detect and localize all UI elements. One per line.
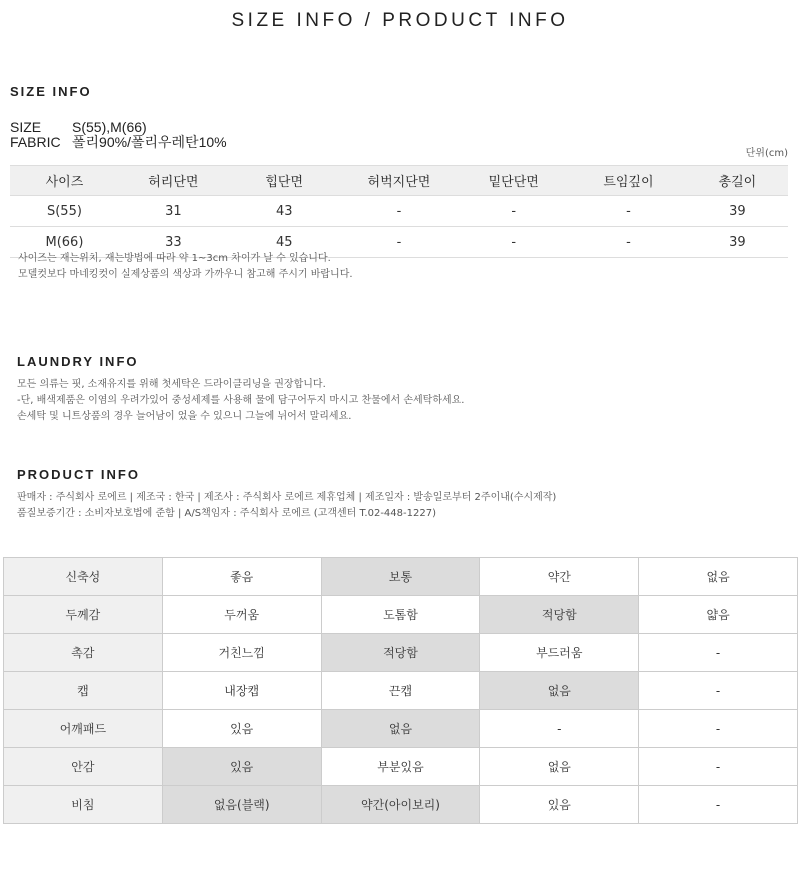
table-cell: 45 (228, 227, 341, 258)
header-cell: 트임깊이 (570, 166, 687, 196)
size-note: 사이즈는 재는위치, 재는방법에 따라 약 1~3cm 차이가 날 수 있습니다. (18, 253, 331, 264)
size-table (10, 165, 788, 258)
header-cell: 사이즈 (10, 166, 119, 196)
attribute-name: 신축성 (4, 558, 163, 596)
product-line: 판매자 : 주식회사 로에르 | 제조국 : 한국 | 제조사 : 주식회사 로에르 제휴업체 | 제조일자 : 발송일로부터 2주이내(수시제작) (17, 492, 557, 503)
attribute-option-selected: 약간(아이보리) (321, 786, 480, 824)
attribute-option: - (639, 634, 798, 672)
attribute-name: 어깨패드 (4, 710, 163, 748)
attribute-option: - (639, 710, 798, 748)
attribute-option: 내장캡 (162, 672, 321, 710)
table-cell: 43 (228, 196, 341, 227)
laundry-info-heading: LAUNDRY INFO (17, 354, 139, 369)
header-cell: 힙단면 (228, 166, 341, 196)
attribute-option: 거친느낌 (162, 634, 321, 672)
attribute-name: 캡 (4, 672, 163, 710)
attribute-option: 끈캡 (321, 672, 480, 710)
size-value: S(55),M(66) (72, 119, 147, 135)
attribute-option: 있음 (480, 786, 639, 824)
attribute-option: 부분있음 (321, 748, 480, 786)
table-cell: - (341, 196, 458, 227)
attribute-option: 약간 (480, 558, 639, 596)
size-spec (10, 120, 227, 150)
attribute-option-selected: 있음 (162, 748, 321, 786)
attribute-option-selected: 적당함 (480, 596, 639, 634)
laundry-info-text (17, 377, 464, 425)
attribute-row-thickness (4, 596, 798, 634)
attribute-option: - (639, 748, 798, 786)
laundry-line: 모든 의류는 핏, 소재유지를 위해 첫세탁은 드라이클리닝을 권장합니다. (17, 379, 326, 390)
table-cell: - (341, 227, 458, 258)
attribute-row-lining (4, 748, 798, 786)
table-cell: - (457, 227, 570, 258)
attribute-option-selected: 없음 (321, 710, 480, 748)
unit-label: 단위(cm) (745, 148, 788, 159)
attribute-name: 두께감 (4, 596, 163, 634)
table-cell: 39 (687, 227, 788, 258)
attribute-option: - (639, 786, 798, 824)
table-cell: - (570, 196, 687, 227)
attribute-option: 두꺼움 (162, 596, 321, 634)
table-cell: M(66) (10, 227, 119, 258)
header-cell: 총길이 (687, 166, 788, 196)
fabric-label: FABRIC (10, 134, 61, 150)
fabric-value: 폴리90%/폴리우레탄10% (72, 134, 227, 150)
attribute-option: 도톰함 (321, 596, 480, 634)
attribute-option: 없음 (639, 558, 798, 596)
size-note: 모델컷보다 마네킹컷이 실제상품의 색상과 가까우니 참고해 주시기 바랍니다. (18, 269, 353, 280)
attribute-option-selected: 적당함 (321, 634, 480, 672)
size-info-heading: SIZE INFO (10, 84, 92, 99)
size-notes (18, 251, 353, 283)
page-title: SIZE INFO / PRODUCT INFO (231, 10, 569, 31)
attribute-option-selected: 없음(블랙) (162, 786, 321, 824)
product-info-text (17, 490, 556, 522)
attribute-row-sheerness (4, 786, 798, 824)
table-cell: - (457, 196, 570, 227)
attribute-row-stretch (4, 558, 798, 596)
attribute-option: 있음 (162, 710, 321, 748)
attribute-option: - (639, 672, 798, 710)
attribute-option: - (480, 710, 639, 748)
table-cell: 39 (687, 196, 788, 227)
header-cell: 밑단단면 (457, 166, 570, 196)
attribute-name: 촉감 (4, 634, 163, 672)
size-label: SIZE (10, 119, 42, 135)
size-table-header (10, 166, 788, 196)
attribute-option-selected: 보통 (321, 558, 480, 596)
product-line: 품질보증기간 : 소비자보호법에 준함 | A/S책임자 : 주식회사 로에르 (고객센터 T.02-448-1227) (17, 508, 436, 519)
attribute-table (3, 557, 798, 824)
table-cell: - (570, 227, 687, 258)
table-cell: 31 (119, 196, 228, 227)
header-cell: 허벅지단면 (341, 166, 458, 196)
attribute-name: 비침 (4, 786, 163, 824)
attribute-name: 안감 (4, 748, 163, 786)
attribute-row-texture (4, 634, 798, 672)
laundry-line: -단, 배색제품은 이염의 우려가있어 중성세제를 사용해 물에 담구어두지 마시고 찬물에서 손세탁하세요. (17, 395, 465, 406)
table-cell: 33 (119, 227, 228, 258)
attribute-row-cup (4, 672, 798, 710)
attribute-option: 없음 (480, 748, 639, 786)
attribute-option-selected: 없음 (480, 672, 639, 710)
attribute-option: 얇음 (639, 596, 798, 634)
header-cell: 허리단면 (119, 166, 228, 196)
product-info-heading: PRODUCT INFO (17, 467, 140, 482)
attribute-option: 좋음 (162, 558, 321, 596)
laundry-line: 손세탁 및 니트상품의 경우 늘어남이 었을 수 있으니 그늘에 뉘어서 말리세요. (17, 411, 352, 422)
attribute-option: 부드러움 (480, 634, 639, 672)
table-cell: S(55) (10, 196, 119, 227)
table-row (10, 196, 788, 227)
attribute-row-shoulder-pad (4, 710, 798, 748)
